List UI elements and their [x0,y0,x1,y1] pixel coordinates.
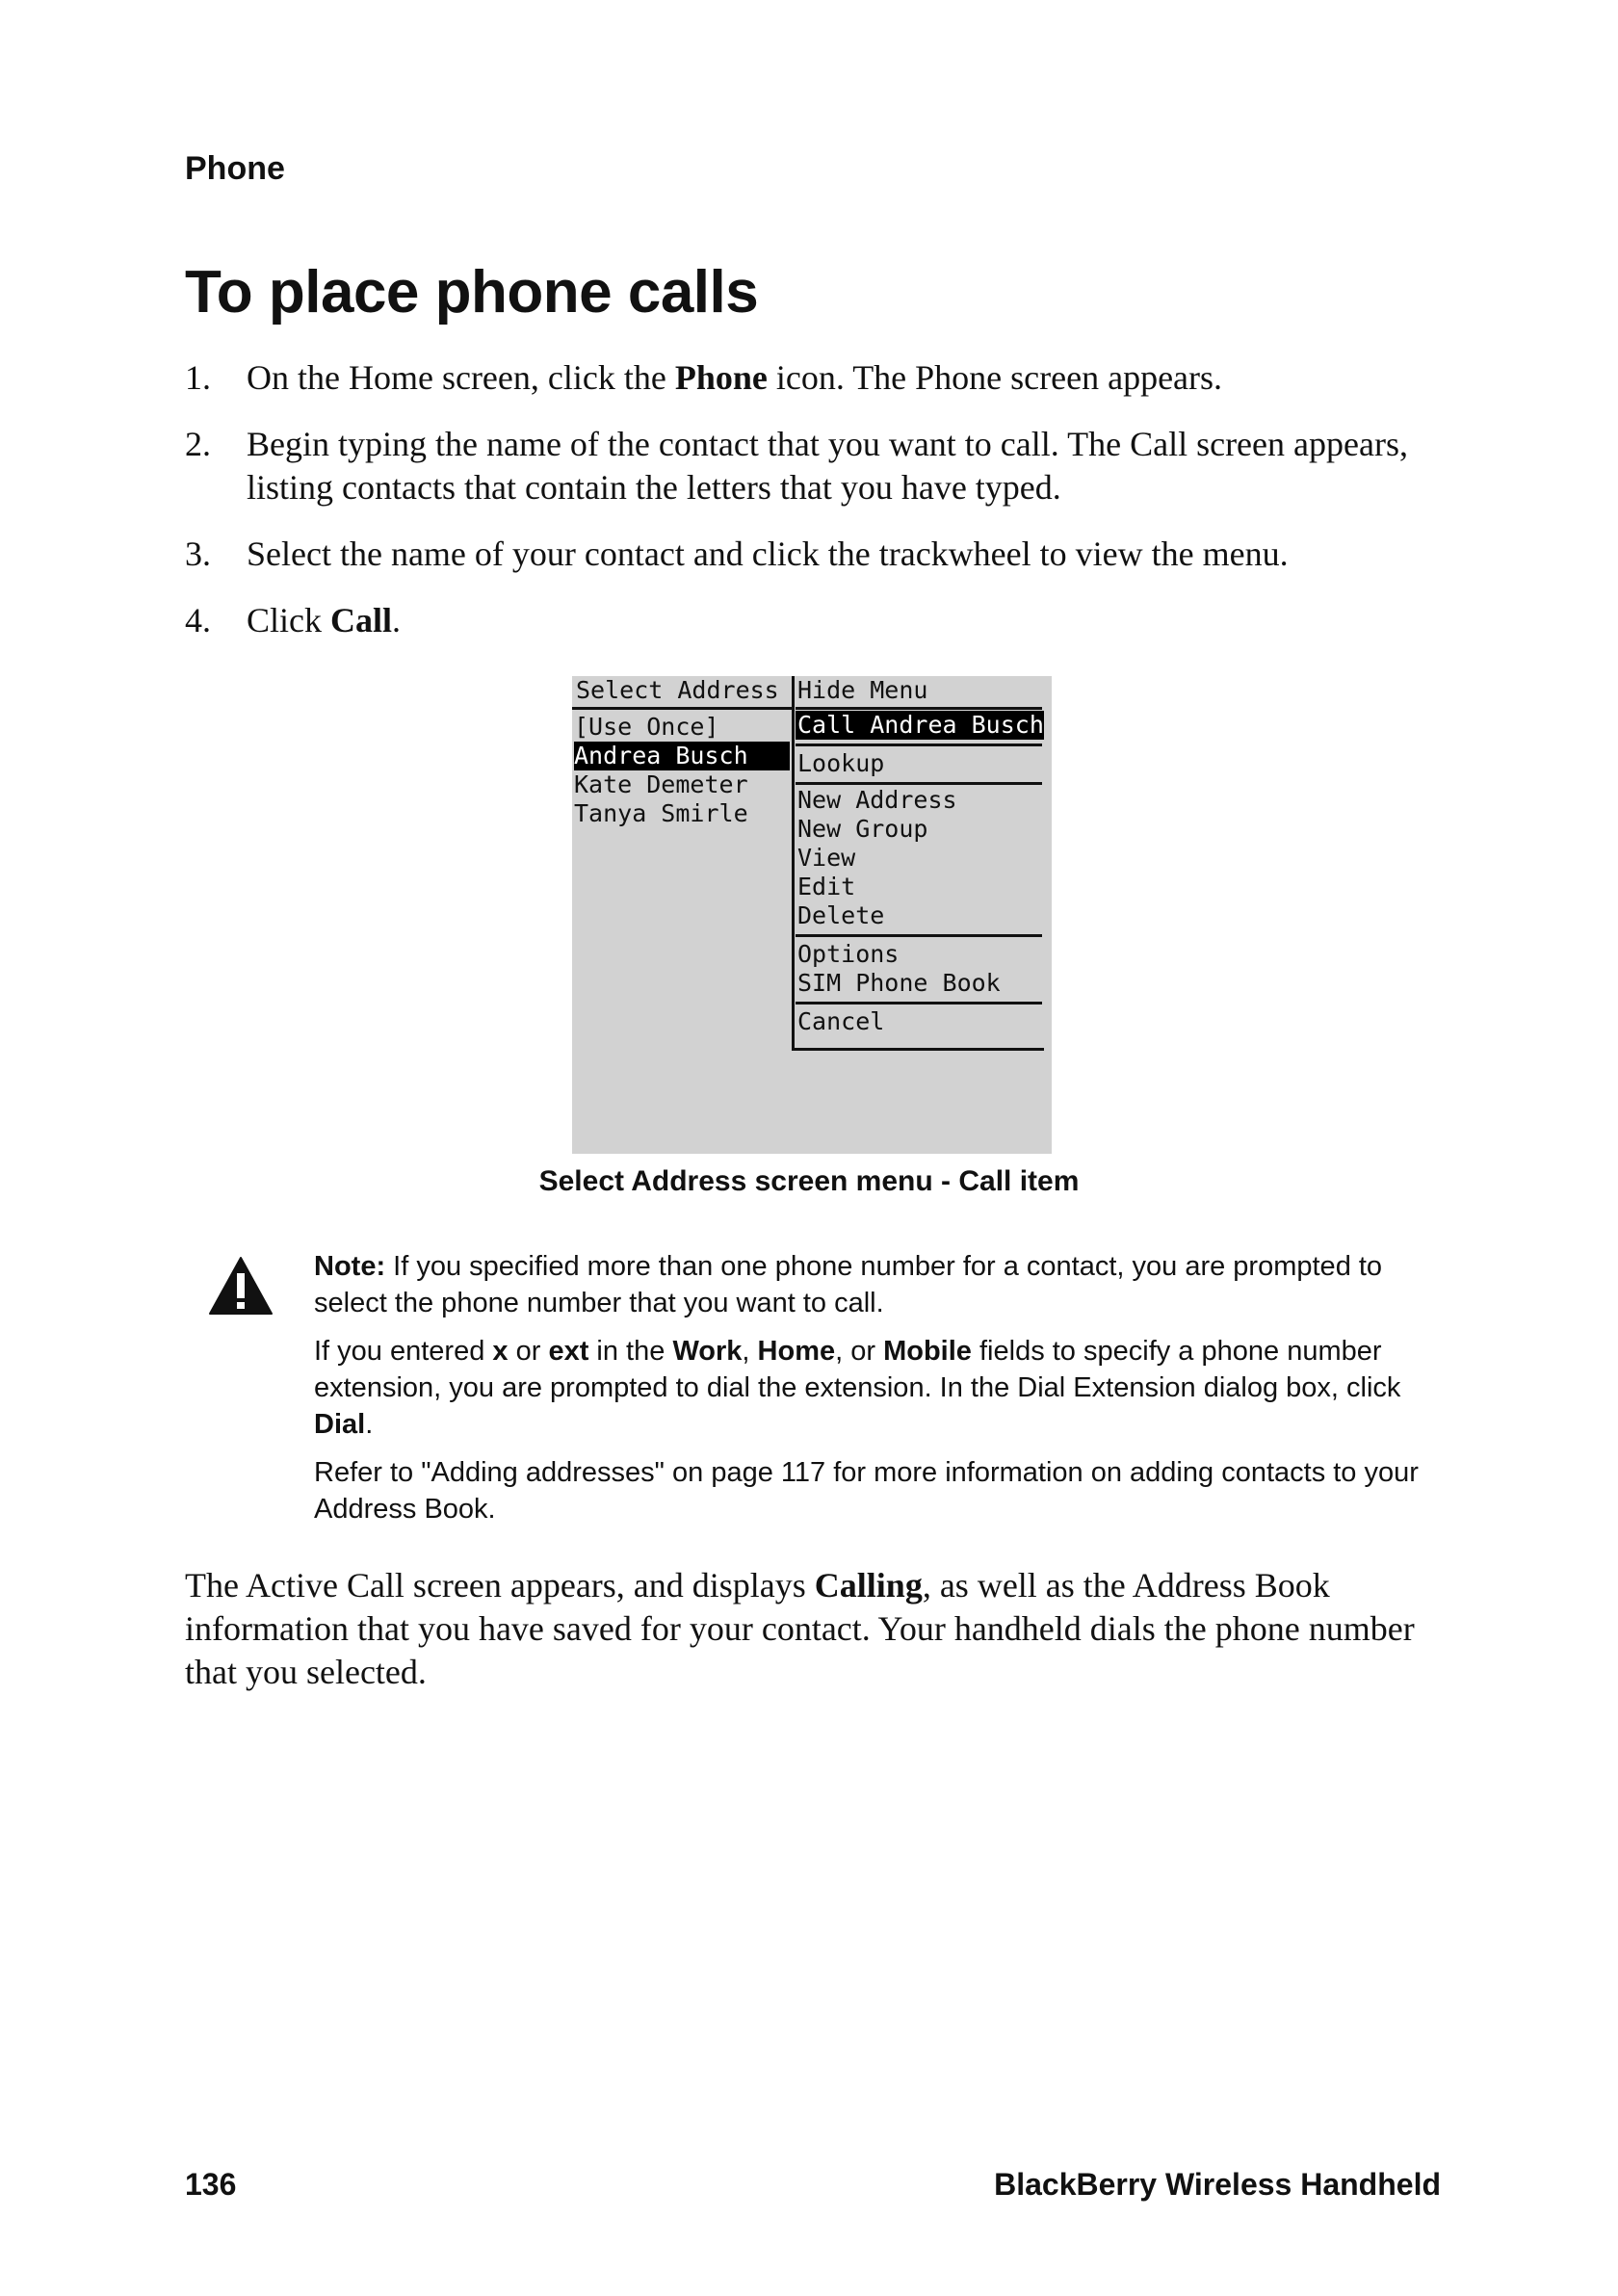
contact-list-item[interactable]: Kate Demeter [574,770,748,798]
note-paragraph: Note: If you specified more than one phone number for a contact, you are prompted to select the phone number that you want to call. [314,1251,1383,1318]
steps-list [185,356,1456,665]
step-number: 2. [185,425,211,463]
menu-item-new-group[interactable]: New Group [797,815,928,843]
body-paragraph: The Active Call screen appears, and displays Calling, as well as the Address Book information that you have saved for your contact. Your handheld dials the phone number that you selected. [185,1566,1415,1691]
section-label: Phone [185,150,285,187]
menu-divider [796,1002,1042,1004]
step-item [185,423,1456,509]
step-number: 1. [185,358,211,397]
contact-list-item[interactable]: Tanya Smirle [574,799,748,827]
note-paragraph: If you entered x or ext in the Work, Home, or Mobile fields to specify a phone number extension, you are prompted to dial the extension. In the Dial Extension dialog box, click Dial. [314,1336,1401,1440]
menu-item-delete[interactable]: Delete [797,901,885,929]
menu-item-sim-phone-book[interactable]: SIM Phone Book [797,969,1001,997]
title-divider [572,707,792,710]
figure-caption: Select Address screen menu - Call item [538,1165,1080,1197]
menu-divider [796,934,1042,937]
step-text: Select the name of your contact and click the trackwheel to view the menu. [247,535,1289,573]
menu-item-view[interactable]: View [797,844,856,872]
menu-divider [796,707,1042,710]
page-number: 136 [185,2167,237,2202]
step-text: Begin typing the name of the contact that you want to call. The Call screen appears, listing contacts that contain the letters that you have typed. [247,425,1408,507]
menu-item-cancel[interactable]: Cancel [797,1007,885,1035]
page-title: To place phone calls [185,259,759,326]
book-title: BlackBerry Wireless Handheld [994,2167,1441,2202]
step-number: 3. [185,535,211,573]
note-box [314,1248,1460,1539]
note-paragraph: Refer to "Adding addresses" on page 117 for more information on adding contacts to your Address Book. [314,1457,1419,1525]
step-number: 4. [185,601,211,639]
menu-border-left [792,676,795,1050]
step-text: On the Home screen, click the Phone icon. The Phone screen appears. [247,358,1223,397]
step-text: Click Call. [247,601,402,639]
menu-item-new-address[interactable]: New Address [797,786,957,814]
menu-border-bottom [792,1048,1044,1051]
menu-item-call-selected[interactable]: Call Andrea Busch [797,711,1044,739]
menu-item-edit[interactable]: Edit [797,873,856,900]
step-item [185,533,1456,576]
warning-triangle-icon [208,1256,274,1316]
menu-item-hide[interactable]: Hide Menu [797,676,928,704]
contact-list-item[interactable]: [Use Once] [574,713,719,741]
contact-list-item-selected[interactable]: Andrea Busch [574,742,790,770]
menu-item-options[interactable]: Options [797,940,900,968]
menu-item-lookup[interactable]: Lookup [797,749,885,777]
screen-title: Select Address [576,676,779,704]
step-item [185,356,1456,400]
device-screenshot [572,676,1052,1154]
menu-divider [796,744,1042,746]
step-item [185,599,1456,642]
menu-divider [796,782,1042,785]
